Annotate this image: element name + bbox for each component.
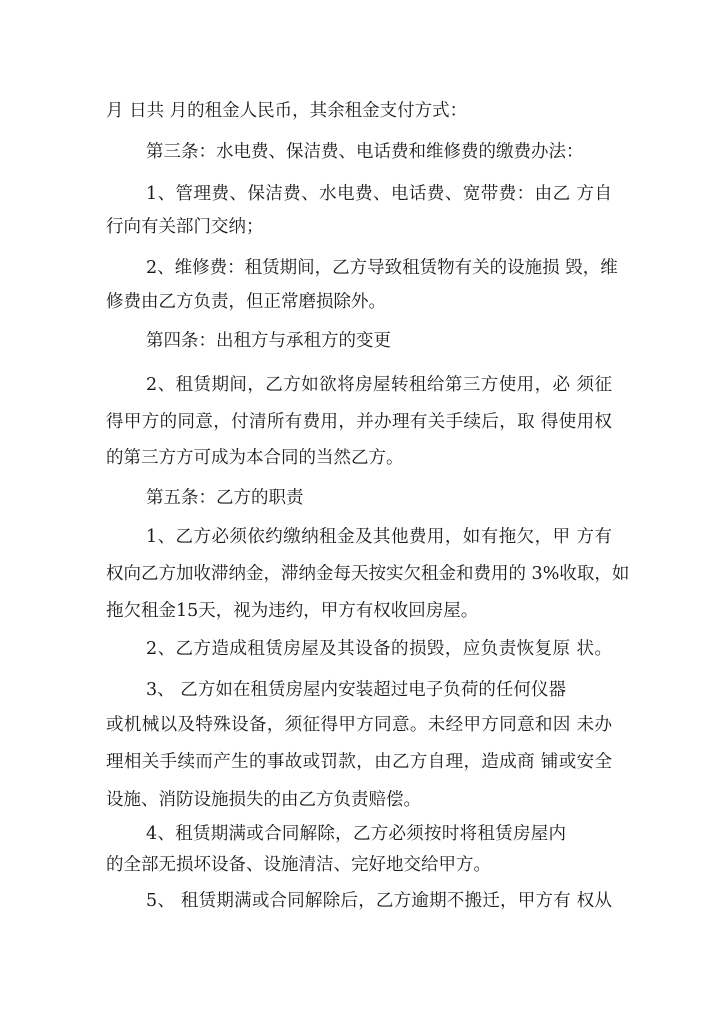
text-line: 权向乙方加收滞纳金，滞纳金每天按实欠租金和费用的 3%收取，如 — [106, 564, 630, 584]
text-line: 月 日共 月的租金人民币，其余租金支付方式： — [106, 101, 468, 121]
text-line: 拖欠租金15天，视为违约，甲方有权收回房屋。 — [106, 601, 479, 621]
text-line: 行向有关部门交纳； — [106, 217, 264, 237]
text-line: 得甲方的同意，付清所有费用，并办理有关手续后，取 得使用权 — [106, 412, 612, 432]
text-line: 设施、消防设施损失的由乙方负责赔偿。 — [106, 790, 421, 810]
text-line: 理相关手续而产生的事故或罚款，由乙方自理，造成商 铺或安全 — [106, 752, 612, 772]
text-line: 2、租赁期间，乙方如欲将房屋转租给第三方使用，必 须征 — [146, 375, 612, 395]
text-line: 2、维修费：租赁期间，乙方导致租赁物有关的设施损 毁，维 — [146, 258, 618, 278]
text-line: 的第三方方可成为本合同的当然乙方。 — [106, 448, 404, 468]
text-line: 3、 乙方如在租赁房屋内安装超过电子负荷的任何仪器 — [146, 680, 566, 700]
text-line: 2、乙方造成租赁房屋及其设备的损毁，应负责恢复原 状。 — [146, 639, 612, 659]
text-line: 或机械以及特殊设备，须征得甲方同意。未经甲方同意和因 未办 — [106, 715, 612, 735]
text-line: 修费由乙方负责，但正常磨损除外。 — [106, 292, 386, 312]
article-heading: 第五条：乙方的职责 — [146, 488, 304, 508]
text-line: 1、管理费、保洁费、水电费、电话费、宽带费：由乙 方自 — [146, 184, 612, 204]
article-heading: 第四条：出租方与承租方的变更 — [146, 331, 391, 351]
text-line: 5、 租赁期满或合同解除后，乙方逾期不搬迁，甲方有 权从 — [146, 891, 612, 911]
text-line: 的全部无损坏设备、设施清洁、完好地交给甲方。 — [106, 855, 491, 875]
text-line: 1、乙方必须依约缴纳租金及其他费用，如有拖欠，甲 方有 — [146, 527, 612, 547]
text-line: 4、租赁期满或合同解除，乙方必须按时将租赁房屋内 — [146, 824, 566, 844]
article-heading: 第三条：水电费、保洁费、电话费和维修费的缴费办法： — [146, 142, 584, 162]
